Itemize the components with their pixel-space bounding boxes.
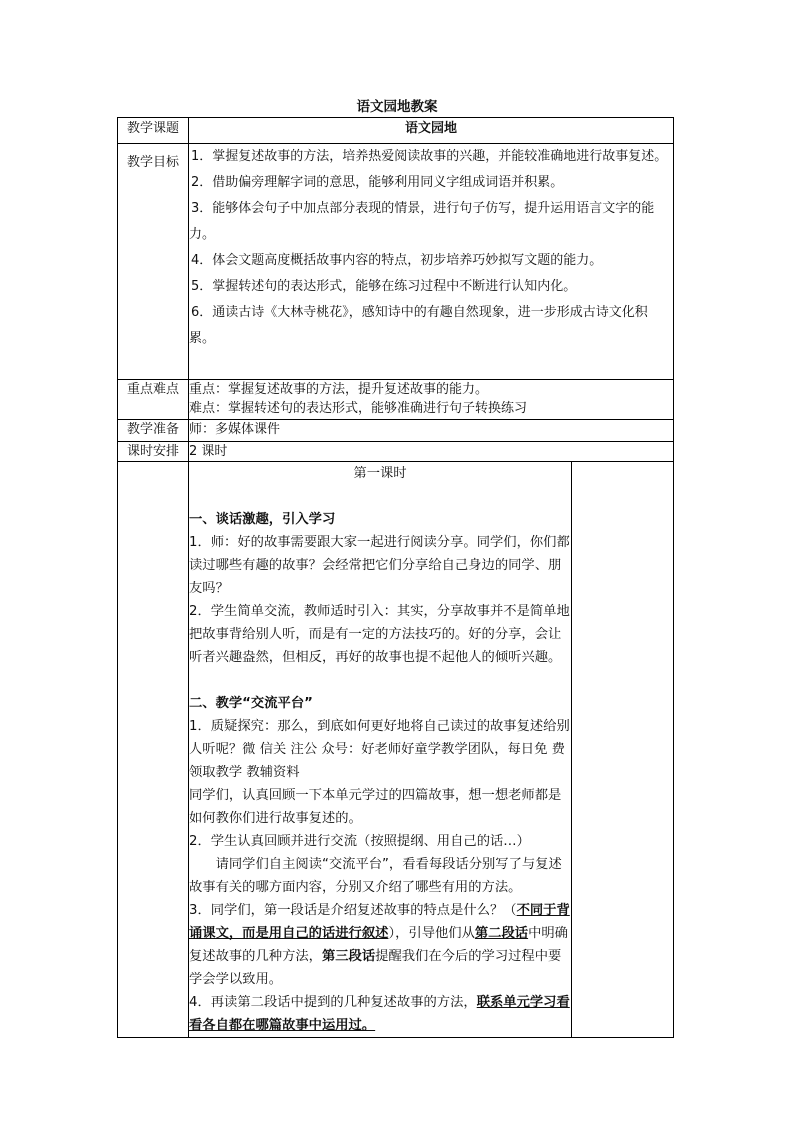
text-run: 3．同学们，第一段话是介绍复述故事的特点是什么？（ [189, 903, 517, 918]
topic-label: 教学课题 [118, 118, 189, 144]
objective-item: 3．能够体会句子中加点部分表现的情景，进行句子仿写，提升运用语言文字的能力。 [189, 201, 655, 242]
section-2-paragraph: 同学们，认真回顾一下本单元学过的四篇故事，想一想老师都是如何教你们进行故事复述的。 [189, 788, 562, 826]
lesson-plan-table [117, 117, 674, 1038]
schedule-value: 2 课时 [189, 442, 674, 462]
prep-row [118, 420, 674, 442]
schedule-label: 课时安排 [118, 442, 189, 462]
emphasis-text: 联系单元学习看看各自都在哪篇故事中运用过。 [189, 995, 570, 1033]
objective-item: 5．掌握转述句的表达形式，能够在练习过程中不断进行认知内化。 [191, 279, 577, 294]
topic-row [118, 118, 674, 144]
lesson-content [189, 462, 572, 1038]
objectives-list [189, 144, 674, 380]
objectives-row [118, 144, 674, 380]
objective-item: 1．掌握复述故事的方法，培养热爱阅读故事的兴趣，并能较准确地进行故事复述。 [191, 149, 668, 164]
objective-item: 6．通读古诗《大林寺桃花》，感知诗中的有趣自然现象，进一步形成古诗文化积累。 [189, 305, 648, 346]
lesson-notes-cell [572, 462, 674, 1038]
emphasis-text: 不同于背诵课文，而是用自己的话进行叙述 [189, 903, 570, 941]
emphasis-text: 第二段话 [474, 926, 529, 941]
prep-label: 教学准备 [118, 420, 189, 442]
lesson-blank-cell [118, 462, 189, 1038]
text-run: ），引导他们从 [388, 926, 475, 941]
objective-item: 4．体会文题高度概括故事内容的特点，初步培养巧妙拟写文题的能力。 [191, 253, 603, 268]
key-point-line: 重点：掌握复述故事的方法，提升复述故事的能力。 [189, 382, 489, 397]
section-1-paragraph: 2．学生简单交流，教师适时引入：其实，分享故事并不是简单地把故事背给别人听，而是有一定的方法技巧的。好的分享，会让听者兴趣盎然，但相反，再好的故事也提不起他人的倾听兴趣。 [189, 604, 570, 665]
key-points-row [118, 380, 674, 420]
prep-value: 师：多媒体课件 [189, 420, 674, 442]
section-1-title: 一、谈话激趣，引入学习 [189, 512, 336, 527]
lesson-row [118, 462, 674, 1038]
lesson-heading: 第一课时 [353, 466, 407, 481]
difficult-point-line: 难点：掌握转述句的表达形式，能够准确进行句子转换练习 [189, 401, 528, 416]
text-run: 提醒我们在今后的学习过程中要学会学以致用。 [189, 949, 562, 987]
topic-value: 语文园地 [189, 118, 674, 144]
text-run: 4．再读第二段话中提到的几种复述故事的方法， [189, 995, 477, 1010]
schedule-row [118, 442, 674, 462]
bold-text: 第三段话 [321, 949, 376, 964]
objectives-label: 教学目标 [118, 144, 189, 380]
section-1-paragraph: 1．师：好的故事需要跟大家一起进行阅读分享。同学们，你们都读过哪些有趣的故事？会经常把它们分享给自己身边的同学、朋友吗？ [189, 535, 570, 596]
section-2-paragraph: 2．学生认真回顾并进行交流（按照提纲、用自己的话…） [189, 834, 530, 849]
section-2-paragraph: 请同学们自主阅读“交流平台”，看看每段话分别写了与复述故事有关的哪方面内容，分别又介绍了哪些有用的方法。 [189, 857, 562, 895]
text-run: 中明确复述故事的几种方法， [189, 926, 568, 964]
key-points-text [189, 380, 674, 420]
document-title: 语文园地教案 [356, 99, 438, 115]
section-2-title: 二、教学“交流平台” [189, 696, 313, 711]
section-2-paragraph: 1．质疑探究：那么，到底如何更好地将自己读过的故事复述给别人听呢？微 信关 注公 众号：好老师好童学教学团队，每日免 费领取教学 教辅资料 [189, 719, 570, 780]
section-2-paragraph [189, 899, 571, 991]
objective-item: 2．借助偏旁理解字词的意思，能够利用同义字组成词语并积累。 [191, 175, 564, 190]
section-2-paragraph [189, 991, 571, 1037]
key-points-label: 重点难点 [118, 380, 189, 420]
